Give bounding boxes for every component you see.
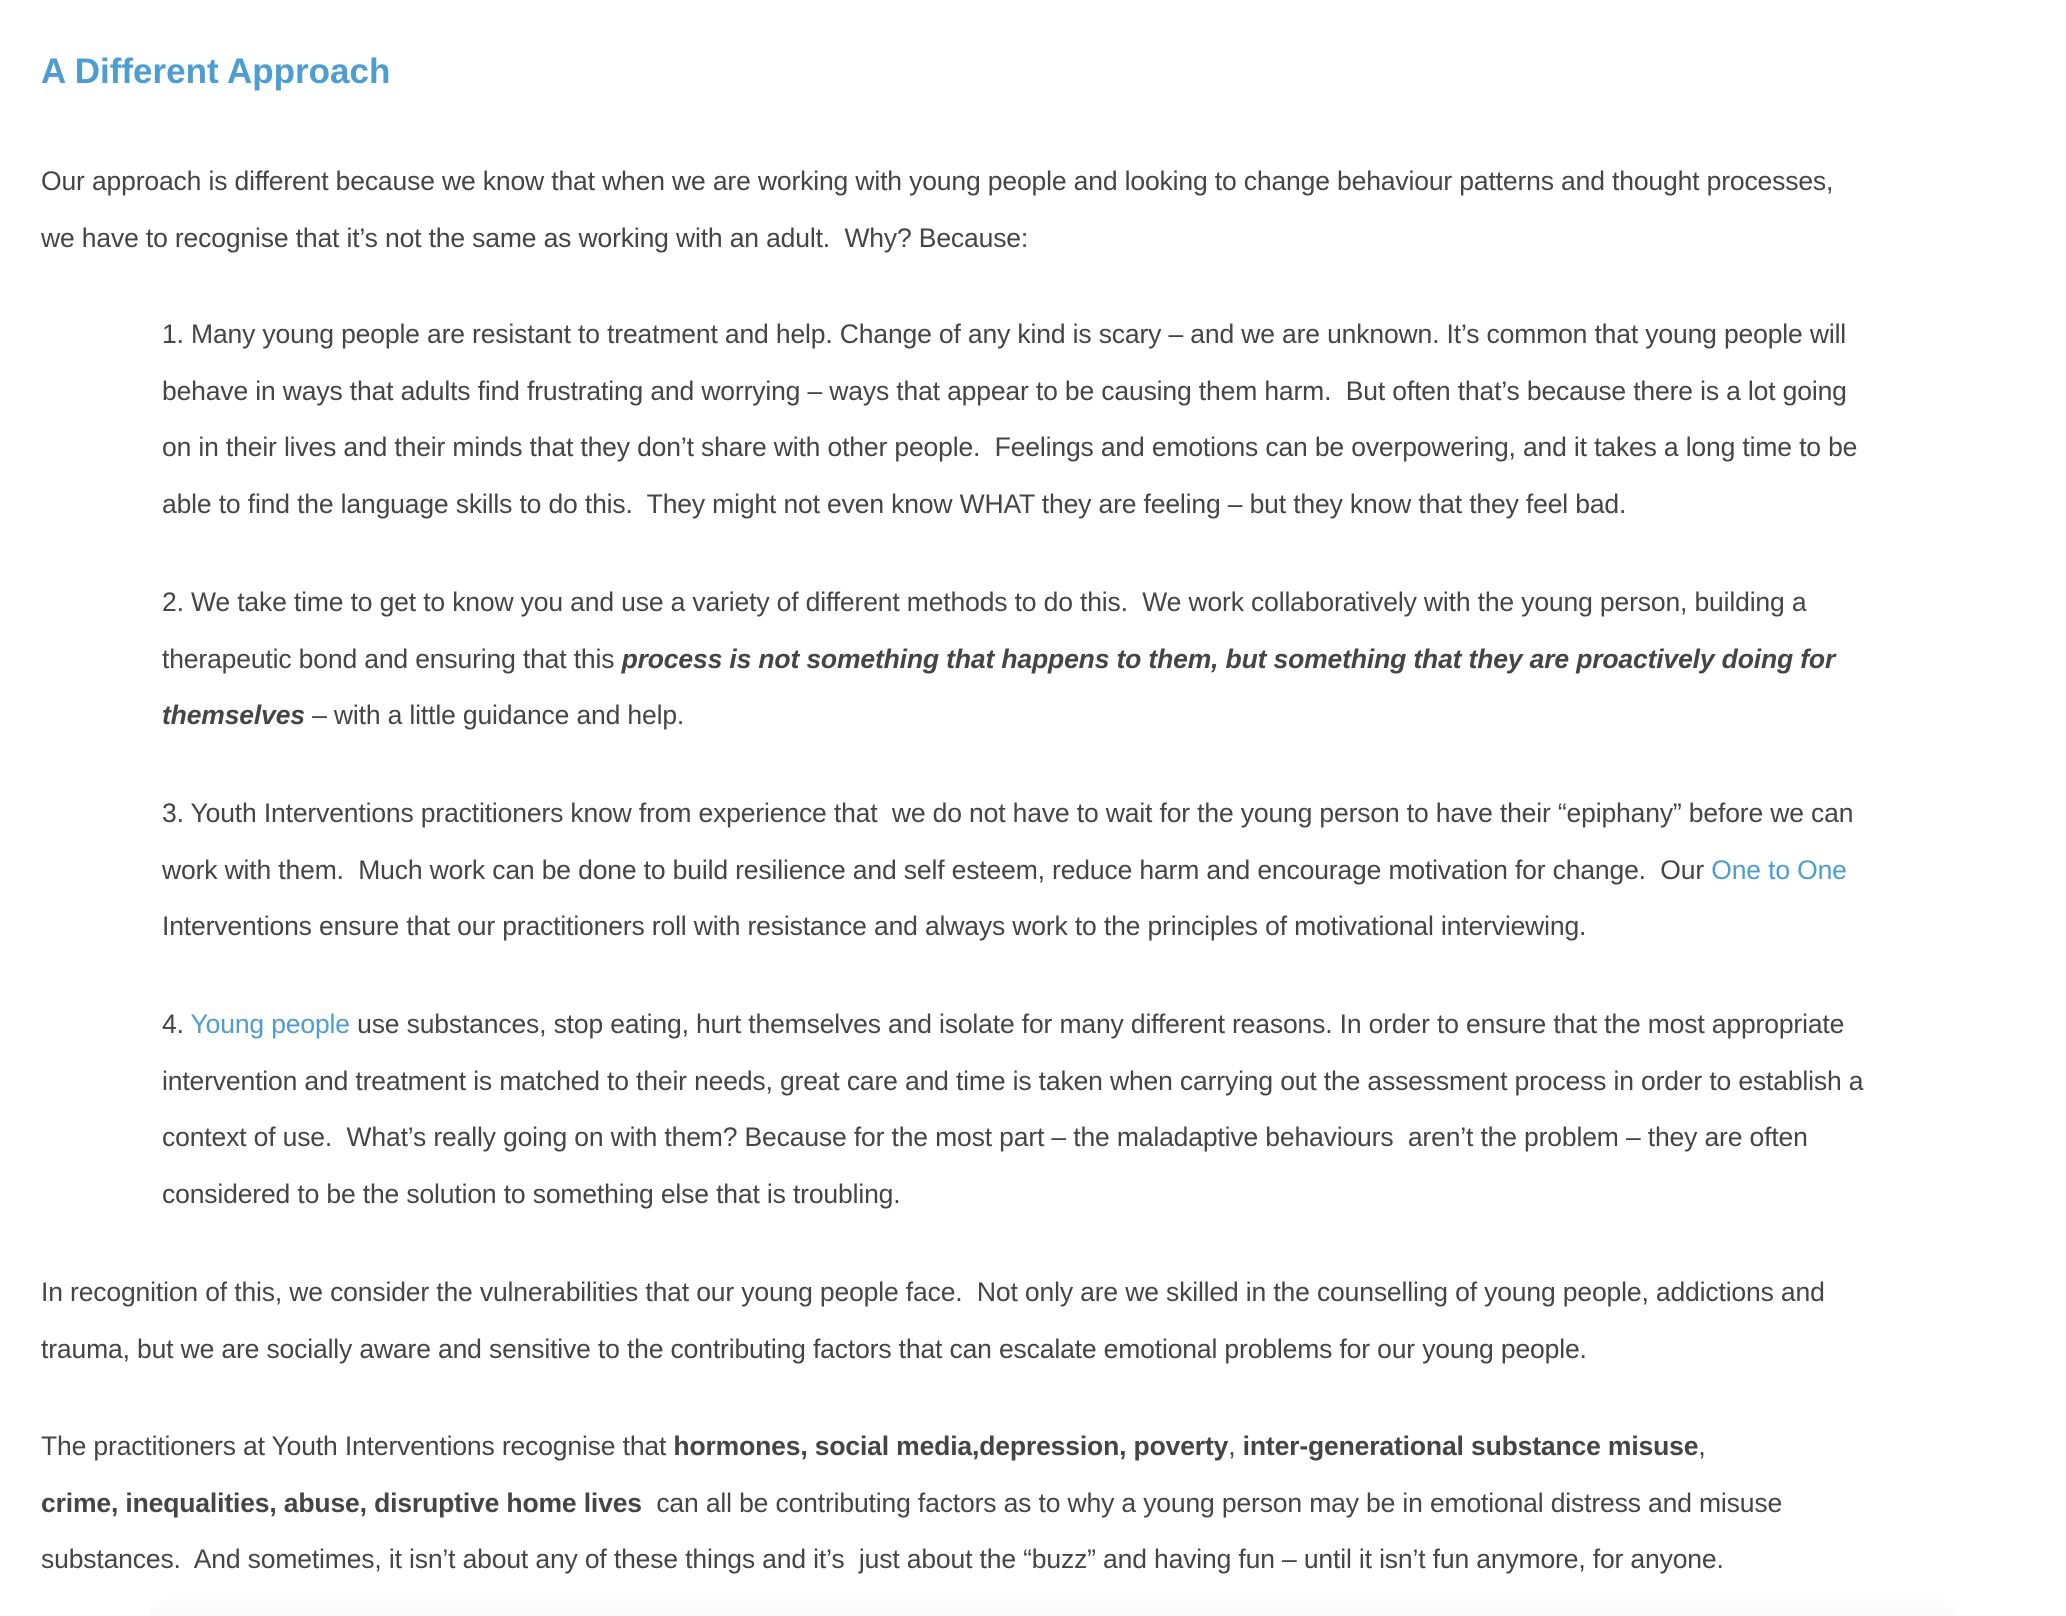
text-line bbox=[41, 210, 1833, 267]
list-item-item-4 bbox=[162, 996, 1863, 1223]
text-segment: context of use. What’s really going on with them? Because for the most part – the maladaptive behaviours aren’t the problem – they are often bbox=[162, 1122, 1808, 1153]
text-segment: 2. We take time to get to know you and use a variety of different methods to do this. We work collaboratively with the young person, building a bbox=[162, 587, 1807, 617]
list-item-item-1 bbox=[162, 306, 1857, 533]
text-segment: , bbox=[1698, 1431, 1706, 1461]
text-line bbox=[162, 306, 1857, 363]
text-line bbox=[162, 898, 1853, 955]
text-line bbox=[162, 631, 1835, 688]
bold-italic-text: process is not something that happens to them, but something that they are proactively doing for bbox=[621, 643, 1836, 674]
text-segment: Our approach is different because we know that when we are working with young people and looking to change behaviour patterns and thought processes, bbox=[41, 166, 1834, 196]
text-segment: therapeutic bond and ensuring that this bbox=[162, 643, 622, 674]
text-segment: use substances, stop eating, hurt themselves and isolate for many different reasons. In order to ensure that the most appropriate bbox=[349, 1009, 1845, 1039]
text-line bbox=[162, 1053, 1863, 1110]
text-segment: , bbox=[1228, 1431, 1243, 1461]
text-line bbox=[162, 687, 1835, 744]
text-segment: In recognition of this, we consider the vulnerabilities that our young people face. Not only are we skilled in the counselling of young people, addictions and bbox=[41, 1277, 1825, 1307]
text-segment: 1. Many young people are resistant to treatment and help. Change of any kind is scary – and we are unknown. It’s common that young people will bbox=[162, 319, 1847, 349]
text-line bbox=[41, 1264, 1825, 1321]
text-line bbox=[41, 153, 1833, 210]
text-line bbox=[41, 1475, 1782, 1532]
text-line bbox=[41, 1531, 1782, 1588]
bold-text: crime, inequalities, abuse, disruptive home lives bbox=[41, 1487, 642, 1518]
paragraph-recognition bbox=[41, 1264, 1825, 1377]
text-line bbox=[162, 419, 1857, 476]
list-item-item-2 bbox=[162, 574, 1835, 744]
text-segment: considered to be the solution to something else that is troubling. bbox=[162, 1179, 901, 1210]
text-segment: 3. Youth Interventions practitioners know from experience that we do not have to wait for the young person to have their “epiphany” before we can bbox=[162, 798, 1854, 828]
text-line bbox=[162, 785, 1853, 842]
text-line bbox=[162, 476, 1857, 533]
page-title: A Different Approach bbox=[41, 52, 391, 91]
text-segment: work with them. Much work can be done to build resilience and self esteem, reduce harm and encourage motivation for change. Our bbox=[162, 854, 1712, 885]
text-segment: trauma, but we are socially aware and sensitive to the contributing factors that can escalate emotional problems for our young people. bbox=[41, 1333, 1587, 1364]
list-item-item-3 bbox=[162, 785, 1853, 955]
paragraph-intro bbox=[41, 153, 1833, 266]
text-line bbox=[162, 842, 1853, 899]
bold-italic-text: themselves bbox=[162, 700, 305, 731]
text-line bbox=[41, 1418, 1782, 1475]
text-segment: we have to recognise that it’s not the same as working with an adult. Why? Because: bbox=[41, 222, 1029, 253]
text-segment: able to find the language skills to do this. They might not even know WHAT they are feeling – but they know that they feel bad. bbox=[162, 489, 1627, 520]
text-segment: substances. And sometimes, it isn’t about any of these things and it’s just about the “buzz” and having fun – until it isn’t fun anymore, for anyone. bbox=[41, 1544, 1724, 1575]
bold-text: hormones, social media,depression, poverty bbox=[673, 1431, 1229, 1461]
paragraph-factors bbox=[41, 1418, 1782, 1588]
text-segment: behave in ways that adults find frustrating and worrying – ways that appear to be causing them harm. But often that’s because there is a lot going bbox=[162, 375, 1847, 406]
text-line bbox=[162, 1166, 1863, 1223]
text-segment: – with a little guidance and help. bbox=[304, 700, 685, 731]
text-segment: intervention and treatment is matched to their needs, great care and time is taken when carrying out the assessment process in order to establish a bbox=[162, 1065, 1864, 1096]
one-to-one-link[interactable]: One to One bbox=[1711, 854, 1847, 885]
footer-shadow bbox=[150, 1596, 1956, 1616]
young-people-link[interactable]: Young people bbox=[190, 1009, 350, 1039]
text-segment: Interventions ensure that our practitioners roll with resistance and always work to the principles of motivational interviewing. bbox=[162, 911, 1587, 942]
text-line bbox=[162, 363, 1857, 420]
text-segment: The practitioners at Youth Interventions recognise that bbox=[41, 1431, 674, 1461]
text-line bbox=[162, 574, 1835, 631]
text-segment: can all be contributing factors as to why a young person may be in emotional distress and misuse bbox=[641, 1487, 1783, 1518]
text-segment: 4. bbox=[162, 1009, 191, 1039]
text-segment: on in their lives and their minds that they don’t share with other people. Feelings and emotions can be overpowering, and it takes a long time to be bbox=[162, 432, 1858, 463]
text-line bbox=[41, 1321, 1825, 1378]
bold-text: inter-generational substance misuse bbox=[1242, 1431, 1699, 1461]
text-line bbox=[162, 996, 1863, 1053]
text-line bbox=[162, 1109, 1863, 1166]
